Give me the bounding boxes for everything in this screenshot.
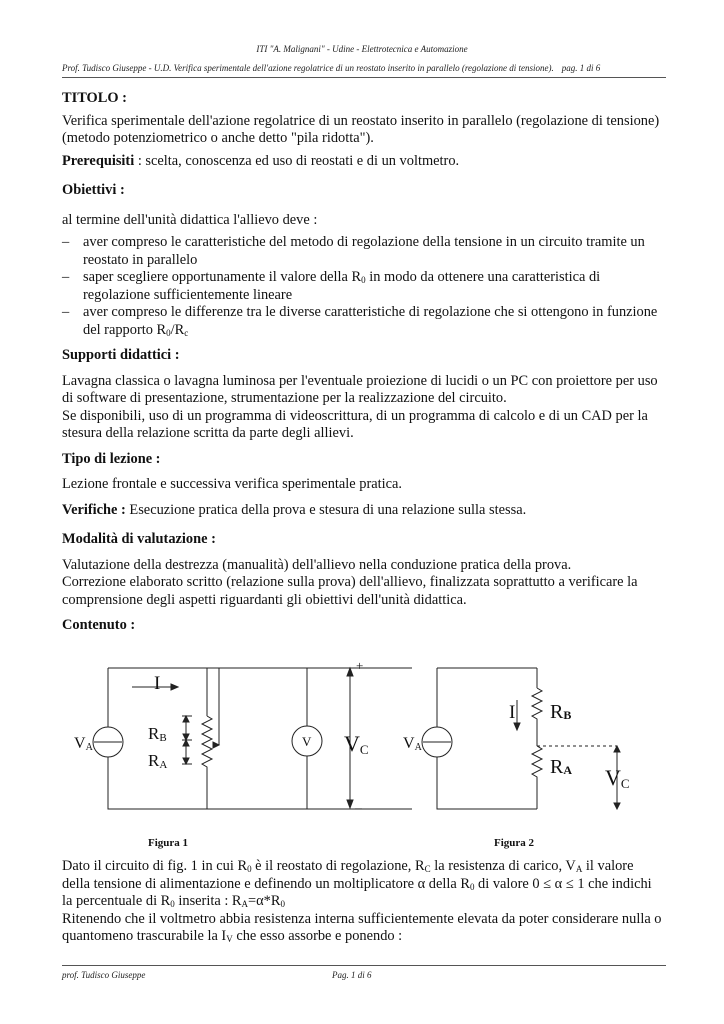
fig1-current-arrowhead: [171, 684, 178, 690]
fig2-ra-label: RA: [550, 756, 573, 778]
circuit-figures: [62, 660, 662, 820]
footer-rule: [62, 965, 666, 966]
c1s7: 0: [280, 899, 285, 909]
obiettivi-list: [62, 234, 662, 339]
verifiche-paragraph: [62, 502, 662, 520]
header-school: ITI "A. Malignani" - Udine - Elettrotecnica e Automazione: [256, 44, 468, 54]
fig1-vc-label: VC: [344, 731, 369, 757]
obiettivi-item-3-sub-1: 0: [166, 327, 171, 338]
fig1-source-label: VA: [74, 735, 93, 753]
c1s3: A: [575, 864, 583, 874]
c1c: la resistenza di carico, V: [430, 858, 576, 874]
c2a: Ritenendo che il voltmetro abbia resistenza interna sufficientemente elevata da poter considerare nulla o quantomeno trascurabile la I: [62, 910, 662, 944]
prerequisiti-text: : scelta, conoscenza ed uso di reostati e di un voltmetro.: [134, 152, 460, 169]
verifiche-text: Esecuzione pratica della prova e stesura di una relazione sulla stessa.: [125, 501, 527, 518]
contenuto-heading: Contenuto :: [62, 617, 136, 633]
c1s2: C: [424, 864, 431, 874]
titolo-heading: TITOLO :: [62, 90, 127, 106]
fig2-vc-label: VC: [605, 765, 630, 791]
obiettivi-item-2-text-a: saper scegliere opportunamente il valore della R: [83, 269, 362, 285]
c2s: V: [226, 934, 233, 944]
tipo-heading: Tipo di lezione :: [62, 450, 161, 467]
fig1-dim-ticks: [182, 716, 192, 764]
footer-page-number: Pag. 1 di 6: [332, 970, 372, 980]
tipo-text: Lezione frontale e successiva verifica sperimentale pratica.: [62, 476, 402, 492]
modalita-p1: Valutazione della destrezza (manualità) dell'allievo nella conduzione pratica della prova.: [62, 556, 572, 573]
header-rule: [62, 77, 666, 78]
obiettivi-item-2-text-b: in modo da ottenere una caratteristica di regolazione sufficientemente lineare: [83, 269, 601, 303]
c1d: il valore della tensione di alimentazione e definendo un moltiplicatore α della R: [62, 858, 634, 892]
obiettivi-item-3: [62, 304, 662, 339]
obiettivi-item-2-sub: 0: [361, 275, 366, 285]
c2b: che esso assorbe e ponendo :: [232, 928, 403, 944]
obiettivi-intro: al termine dell'unità didattica l'allievo deve :: [62, 211, 318, 228]
supporti-heading: Supporti didattici :: [62, 347, 180, 363]
supporti-p1: Lavagna classica o lavagna luminosa per l'eventuale proiezione di lucidi o un PC con proiettore per uso di software di presentazione, strumentazione per la realizzazione del circuito.: [62, 372, 658, 406]
verifiche-label: Verifiche :: [62, 501, 126, 518]
c1b: è il reostato di regolazione, R: [251, 858, 425, 874]
conclusion-p1: [62, 858, 662, 911]
obiettivi-item-2: [62, 269, 662, 304]
c1f: inserita : R: [174, 893, 242, 909]
fig1-current-label: I: [154, 673, 161, 694]
fig2-current-label: I: [509, 702, 516, 723]
obiettivi-heading: Obiettivi :: [62, 182, 125, 198]
footer: [62, 970, 662, 980]
c1g: =α*R: [248, 893, 281, 909]
obiettivi-item-3-text-mid: /R: [170, 321, 185, 338]
c1s5: 0: [170, 899, 175, 909]
prerequisiti-label: Prerequisiti: [62, 152, 135, 169]
obiettivi-item-1: – aver compreso le caratteristiche del metodo di regolazione della tensione in un circuito tramite un reostato in parallelo: [62, 234, 662, 269]
fig1-ra-label: RA: [148, 751, 168, 771]
fig1-minus-sign: –: [355, 801, 362, 816]
fig1-voltmeter-label: V: [302, 734, 312, 749]
c1s4: 0: [469, 881, 475, 892]
conclusion-p2: [62, 911, 662, 946]
header-subtitle-text: Prof. Tudisco Giuseppe - U.D. Verifica sperimentale dell'azione regolatrice di un reostato inserito in parallelo (regolazione di tensione).: [62, 63, 554, 73]
fig1-rb-label: RB: [148, 724, 167, 744]
fig1-wiper-arrow: [213, 742, 219, 748]
figures-area: [62, 660, 662, 849]
header-subtitle: [62, 63, 662, 73]
c1s6: A: [241, 899, 249, 909]
fig1-rheostat-zigzag: [202, 716, 212, 776]
obiettivi-item-3-text-a: aver compreso le differenze tra le diverse caratteristiche di regolazione che si ottengono in funzione del rapporto R: [83, 304, 658, 338]
c1s1: 0: [247, 864, 252, 874]
fig2-ra-zigzag: [532, 746, 542, 794]
modalita-p2: Correzione elaborato scritto (relazione sulla prova) dell'allievo, finalizzata soprattutto a verificare la comprensione degli aspetti riguardanti gli obiettivi dell'unità didattica.: [62, 574, 638, 608]
figure2-caption: Figura 2: [494, 837, 535, 849]
titolo-text: Verifica sperimentale dell'azione regolatrice di un reostato inserito in parallelo (regolazione di tensione) (metodo potenziometrico o anche detto "pila ridotta").: [62, 112, 660, 146]
figure1-caption: Figura 1: [148, 837, 189, 849]
conclusion-text: [62, 858, 662, 946]
supporti-p2: Se disponibili, uso di un programma di videoscrittura, di un programma di calcolo e di un CAD per la stesura della relazione scritta da parte degli allievi.: [62, 407, 648, 441]
header-page-number: pag. 1 di 6: [561, 63, 601, 73]
obiettivi-item-3-sub-2: c: [184, 327, 189, 338]
fig2-rb-label: RB: [550, 701, 572, 723]
fig2-rb-zigzag: [532, 688, 542, 746]
prerequisiti-paragraph: [62, 153, 662, 171]
footer-author: prof. Tudisco Giuseppe: [62, 970, 146, 980]
c1a: Dato il circuito di fig. 1 in cui R: [62, 858, 248, 874]
fig1-plus-sign: +: [356, 660, 364, 673]
document-body: [62, 90, 662, 635]
fig2-current-arrowhead: [514, 723, 520, 730]
modalita-heading: Modalità di valutazione :: [62, 531, 216, 547]
c1e: di valore 0 ≤ α ≤ 1 che indichi la percentuale di R: [62, 875, 652, 909]
fig2-source-label: VA: [403, 735, 422, 753]
